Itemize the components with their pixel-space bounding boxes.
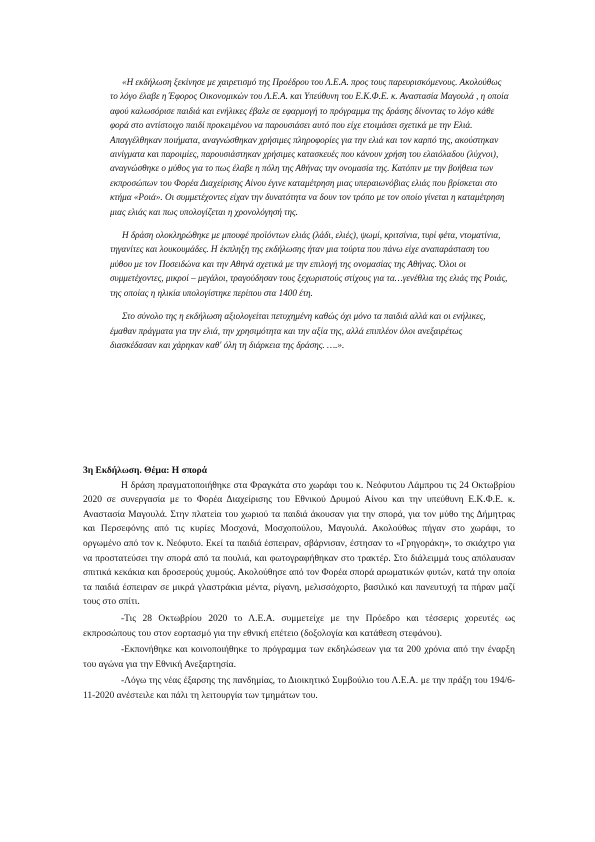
section-heading: 3η Εκδήλωση. Θέμα: Η σπορά — [83, 466, 208, 476]
quote-paragraph: Η δράση ολοκληρώθηκε με μπουφέ προϊόντων ελιάς (λάδι, ελιές), ψωμί, κριτσίνια, τυρί φέτα, ντοματίνια, τηγανίτες και λουκουμάδες. Η έκπληξη της εκδήλωσης ήταν μια τούρτα που πάνω είχε αναπαράσταση του μύθου με τον Ποσειδώνα και την Αθηνά σχετικά με την επιλογή της ονομασίας της Αθήνας. Όλοι οι συμμετέχοντες, μικροί – μεγάλοι, τραγούδησαν τους ξεχωριστούς στίχους για τα…γενέθλια της ελιάς της Ροιάς, της οποίας η ηλικία υπολογίστηκε περίπου στα 1400 έτη. — [110, 230, 508, 298]
section-paragraph: -Τις 28 Οκτωβρίου 2020 το Λ.Ε.Α. συμμετείχε με την Πρόεδρο και τέσσερις χορευτές ως εκπροσώπους του στον εορτασμό για την εθνική επέτειο (δοξολογία και κατάθεση στεφάνου). — [83, 613, 515, 639]
section-paragraph: -Λόγω της νέας έξαρσης της πανδημίας, το Διοικητικό Συμβούλιο του Λ.Ε.Α. με την πράξη του 194/6-11-2020 ανέστειλε και πάλι τη λειτουργία των τμημάτων του. — [83, 676, 515, 701]
quote-paragraph: «Η εκδήλωση ξεκίνησε με χαιρετισμό της Προέδρου του Λ.Ε.Α. προς τους παρευρισκόμενους. Ακολούθως το λόγο έλαβε η Έφορος Οικονομικών του Λ.Ε.Α. και Υπεύθυνη του Ε.Κ.Φ.Ε. κ. Αναστασία Μαγουλά , η οποία αφού καλωσόρισε παιδιά και ενήλικες έβαλε σε εφαρμογή το πρόγραμμα της δράσης δίνοντας το λόγο κάθε φορά στο αντίστοιχο παιδί προκειμένου να παρουσιάσει αυτό που είχε ετοιμάσει σχετικά με την Ελιά. Απαγγέλθηκαν ποιήματα, αναγνώσθηκαν χρήσιμες πληροφορίες για την ελιά και τον καρπό της, ακούστηκαν αινίγματα και παροιμίες, παρουσιάστηκαν χρήσιμες κατασκευές που κάνουν χρήση του ελαιόλαδου (λύχνοι), αναγνώσθηκε ο μύθος για το πως έλαβε η πόλη της Αθήνας την ονομασία της. Κατόπιν με την βοήθεια των εκπροσώπων του Φορέα Διαχείρισης Αίνου έγινε καταμέτρηση μιας υπεραιωνόβιας ελιάς που βρίσκεται στο κτήμα «Ροιά». Οι συμμετέχοντες είχαν την δυνατότητα να δουν τον τρόπο με τον οποίο γίνεται η καταμέτρηση μιας ελιάς και πως υπολογίζεται η χρονολόγησή της. — [110, 77, 509, 217]
event-report-quote — [110, 75, 510, 361]
third-event-section — [83, 464, 515, 704]
quote-paragraph: Στο σύνολο της η εκδήλωση αξιολογείται πετυχημένη καθώς όχι μόνο τα παιδιά αλλά και οι ενήλικες, έμαθαν πράγματα για την ελιά, την χρησιμότητα και την αξία της, αλλά επιπλέον όλοι ανεξαιρέτως διασκέδασαν και χάρηκαν καθ' όλη τη διάρκεια της δράσης. ….». — [110, 311, 486, 350]
section-paragraph: -Εκπονήθηκε και κοινοποιήθηκε το πρόγραμμα των εκδηλώσεων για τα 200 χρόνια από την έναρξη του αγώνα για την Εθνική Ανεξαρτησία. — [83, 645, 515, 670]
section-paragraph: Η δράση πραγματοποιήθηκε στα Φραγκάτα στο χωράφι του κ. Νεόφυτου Λάμπρου τις 24 Οκτωβρίου 2020 σε συνεργασία με το Φορέα Διαχείρισης του Εθνικού Δρυμού Αίνου και την υπεύθυνη Ε.Κ.Φ.Ε. κ. Αναστασία Μαγουλά. Στην πλατεία του χωριού τα παιδιά άκουσαν για την σπορά, για τον μύθο της Δήμητρας και Περσεφόνης από τις κυρίες Μοσχονά, Μοσχοπούλου, Μαγουλά. Ακολούθως πήγαν στο χωράφι, το οργωμένο από τον κ. Νεόφυτο. Εκεί τα παιδιά έσπειραν, σβάρνισαν, έστησαν το «Γρηγοράκη», το σκιάχτρο για να προστατεύσει την σπορά από τα πουλιά, και φωτογραφήθηκαν στο τρακτέρ. Στο διάλειμμά τους απόλαυσαν σπιτικά κεκάκια και δροσερούς χυμούς. Ακολούθησε από τον Φορέα σπορά αρωματικών φυτών, κατά την οποία τα παιδιά έσπειραν σε μικρά γλαστράκια μέντα, ρίγανη, μελισσόχορτο, βασιλικό και πανευτυχή τα πήραν μαζί τους στο σπίτι. — [83, 480, 515, 608]
